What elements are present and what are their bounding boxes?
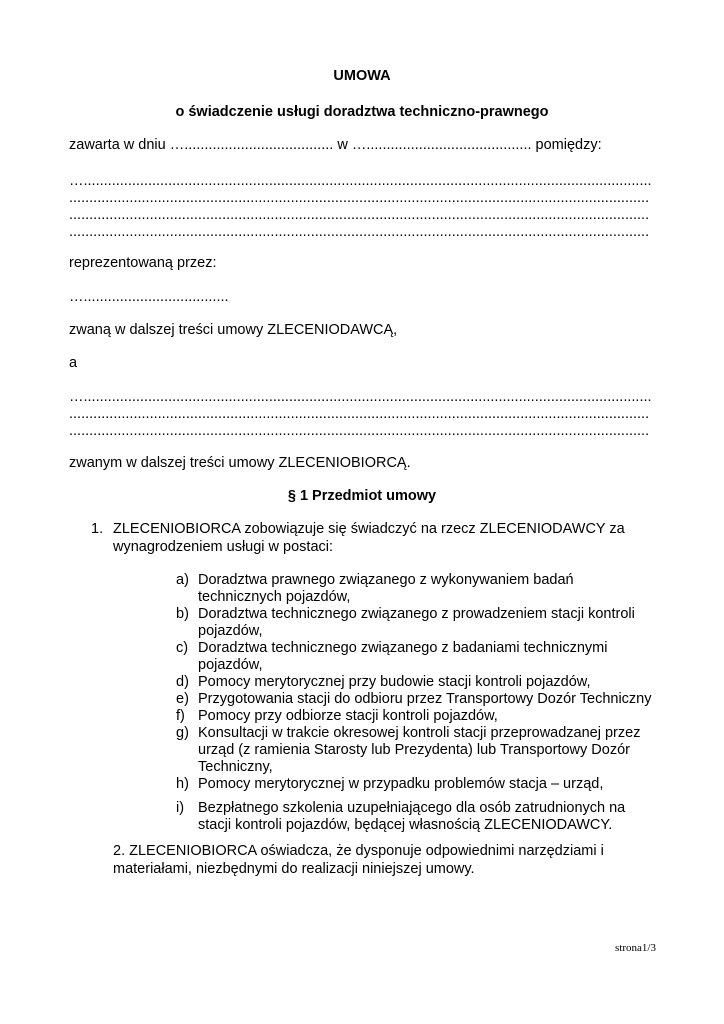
subitem-text: Pomocy merytorycznej przy budowie stacji kontroli pojazdów,	[198, 674, 591, 690]
subitem-letter: e)	[176, 691, 189, 707]
item1-text: wynagrodzeniem usługi w postaci:	[113, 539, 334, 555]
subitem-text: stacji kontroli pojazdów, będącej własnością ZLECENIODAWCY.	[198, 817, 613, 833]
subitem-letter: a)	[176, 572, 189, 588]
subitem-letter: i)	[176, 800, 185, 816]
item2-text: materiałami, niezbędnymi do realizacji niniejszej umowy.	[113, 861, 475, 877]
party1-line: ................................................................................................................................................	[69, 224, 650, 240]
subitem-text: Doradztwa technicznego związanego z badaniami technicznymi	[198, 640, 608, 656]
subitem-letter: h)	[176, 776, 189, 792]
subitem-letter: g)	[176, 725, 189, 741]
subitem-text: Przygotowania stacji do odbioru przez Transportowy Dozór Techniczny	[198, 691, 652, 707]
item2-text: 2. ZLECENIOBIORCA oświadcza, że dysponuje odpowiednimi narzędziami i	[113, 843, 604, 859]
party1-line: ................................................................................................................................................	[69, 207, 650, 223]
document-subtitle: o świadczenie usługi doradztwa techniczno-prawnego	[175, 104, 549, 120]
representative-line: …....................................	[69, 289, 229, 305]
document-title: UMOWA	[333, 68, 391, 84]
subitem-text: technicznych pojazdów,	[198, 589, 351, 605]
subitem-letter: d)	[176, 674, 189, 690]
subitem-text: Techniczny,	[198, 759, 273, 775]
subitem-text: Doradztwa technicznego związanego z prowadzeniem stacji kontroli	[198, 606, 635, 622]
concluded-line: zawarta w dniu …..................................... w …......................................... pomiędzy:	[69, 137, 602, 153]
subitem-text: Pomocy merytorycznej w przypadku problemów stacja – urząd,	[198, 776, 604, 792]
subitem-text: pojazdów,	[198, 657, 263, 673]
subitem-text: pojazdów,	[198, 623, 263, 639]
party1-line: ….............................................................................................................................................	[69, 173, 652, 189]
represented-by-label: reprezentowaną przez:	[69, 255, 217, 271]
subitem-text: Konsultacji w trakcie okresowej kontroli stacji przeprowadzanej przez	[198, 725, 641, 741]
subitem-letter: c)	[176, 640, 189, 656]
contractor-clause: zwanym w dalszej treści umowy ZLECENIOBIORCĄ.	[69, 455, 411, 471]
item-number: 1.	[91, 521, 104, 537]
party2-line: ................................................................................................................................................	[69, 406, 650, 422]
and-word: a	[69, 355, 78, 371]
subitem-text: Bezpłatnego szkolenia uzupełniającego dla osób zatrudnionych na	[198, 800, 626, 816]
subitem-letter: b)	[176, 606, 189, 622]
subitem-text: urząd (z ramienia Starosty lub Prezydenta) lub Transportowy Dozór	[198, 742, 630, 758]
section-heading: § 1 Przedmiot umowy	[287, 488, 437, 504]
page-number: strona1/3	[615, 942, 656, 954]
client-clause: zwaną w dalszej treści umowy ZLECENIODAWCĄ,	[69, 322, 398, 338]
party2-line: ................................................................................................................................................	[69, 423, 650, 439]
party2-line: ….............................................................................................................................................	[69, 389, 652, 405]
subitem-text: Doradztwa prawnego związanego z wykonywaniem badań	[198, 572, 574, 588]
subitem-letter: f)	[176, 708, 185, 724]
subitem-text: Pomocy przy odbiorze stacji kontroli pojazdów,	[198, 708, 498, 724]
item1-text: ZLECENIOBIORCA zobowiązuje się świadczyć na rzecz ZLECENIODAWCY za	[113, 521, 625, 537]
party1-line: ................................................................................................................................................	[69, 190, 650, 206]
